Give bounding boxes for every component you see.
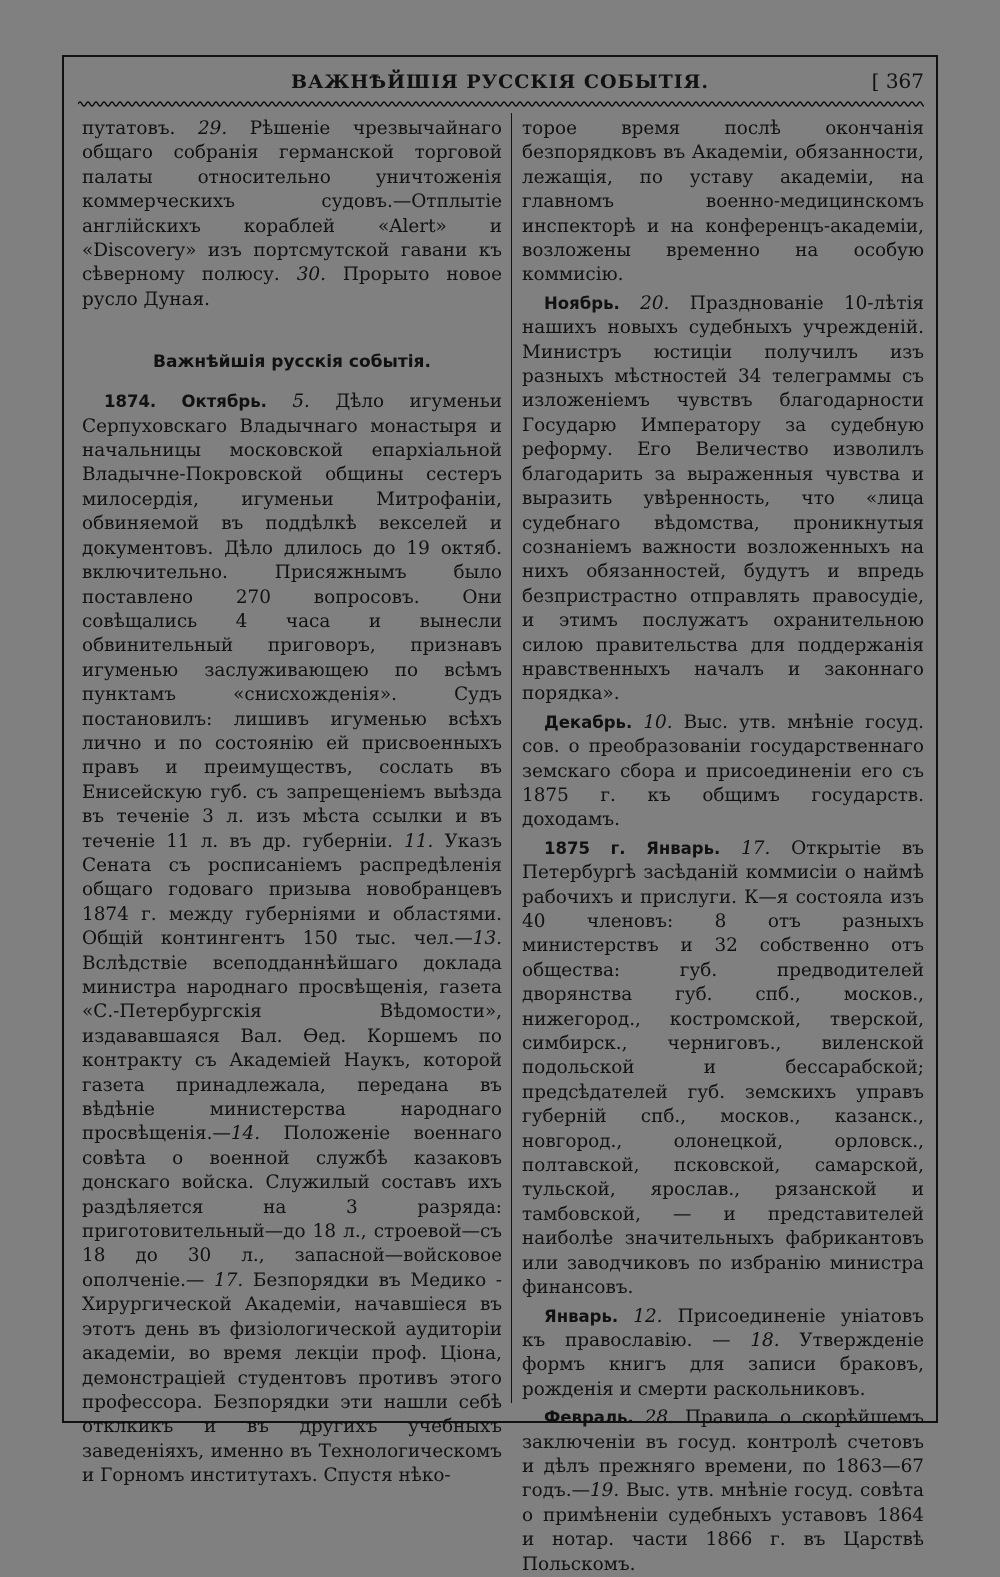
column-divider <box>511 113 512 1403</box>
text: Открытіе въ Петербургѣ засѣданій коммисіи о наймѣ рабочихъ и прислуги. К—я состояла изъ 40 членовъ: 8 отъ разныхъ министерствъ и 32 собственно отъ общества: губ. предводителей дворянства губ. спб., москов., нижегород., костромской, тверской, симбирск., черниговъ., виленской подольской и бессарабской; предсѣдателей губ. земскихъ управъ губерній спб., москов., казанск., новгород., олонецкой, орловск., полтавской, псковской, самарской, тульской, ярослав., рязанской и тамбовской, — и представителей наиболѣе значительныхъ фабрикантовъ или заводчиковъ по избранію министра финансовъ. <box>522 837 924 1299</box>
date-marker: 29. <box>197 118 228 139</box>
date-marker: 20. <box>640 292 670 314</box>
text: Присоединеніе уніатовъ къ православію. — <box>522 1305 924 1351</box>
section-title: Важнѣйшія русскія событія. <box>153 352 431 373</box>
date-marker: 17. <box>214 1269 244 1291</box>
text: Выс. утв. мнѣніе госуд. сов. о преобразованіи государственнаго земскаго сбора и присоединеніи его съ 1875 г. къ общимъ государств. доходамъ. <box>522 711 924 831</box>
running-title: ВАЖНѢЙШІЯ РУССКІЯ СОБЫТІЯ. <box>290 71 710 93</box>
date-marker: 11. <box>404 830 434 852</box>
date-marker: 28. <box>644 1407 674 1429</box>
text: Рѣшеніе чрезвычайнаго общаго собранія германской торговой палаты относительно уничтоженія коммерческихъ судовъ.—Отплытіе англійскихъ кораблей «Alert» и «Discovery» изъ портсмутской гавани къ сѣверному полюсу. <box>82 118 502 286</box>
text: Вслѣдствіе всеподданнѣйшаго доклада министра народнаго просвѣщенія, газета «С.-Петербургскія Вѣдомости», издававшаяся Вал. Ѳед. Коршемъ по контракту съ Академіей Наукъ, которой газета принадлежала, передана въ вѣдѣніе министерства народнаго просвѣщенія.— <box>82 952 502 1145</box>
entry-december <box>522 711 924 833</box>
entry-1875-january <box>522 837 924 1301</box>
right-column <box>522 117 924 1577</box>
text: путатовъ. <box>82 118 176 139</box>
text: Выс. утв. мнѣніе госуд. совѣта о примѣненіи судебныхъ уставовъ 1864 и нотар. части 1866 г. въ Царствѣ Польскомъ. <box>522 1480 924 1575</box>
entry-january <box>522 1305 924 1403</box>
date-marker: 5. <box>292 391 310 413</box>
left-column <box>82 117 502 1489</box>
paragraph-continued <box>82 117 502 312</box>
text: Положеніе военнаго совѣта о военной службѣ казаковъ донскаго войска. Служилый составъ ихъ раздѣляется на 3 разряда: приготовительный—до 18 л., строевой—съ 18 до 30 л., запасной—войсковое ополченіе.— <box>82 1123 502 1291</box>
entry-1874-october <box>82 390 502 1488</box>
paragraph-continued: торое время послѣ окончанія безпорядковъ въ Академіи, обязанности, лежащія, по уставу академіи, на главномъ военно-медицинскомъ инспекторѣ и на конференцъ-академіи, возложены временно на особую коммисію. <box>522 118 924 286</box>
text: Правила о скорѣйшемъ заключеніи въ госуд. контролѣ счетовъ и дѣлъ прежняго времени, по 1863—67 годъ.— <box>522 1407 924 1502</box>
text: Прорыто новое русло Дуная. <box>82 264 502 310</box>
entry-heading: 1875 г. Январь. <box>544 838 721 858</box>
date-marker: 19. <box>589 1480 620 1502</box>
entry-heading: Ноябрь. <box>544 293 620 313</box>
date-marker: 12. <box>633 1305 663 1327</box>
date-marker: 14. <box>230 1123 261 1145</box>
text: Дѣло игуменьи Серпуховскаго Владычнаго монастыря и начальницы московской епархіальной Владычне-Покровской общины сестеръ милосердія, игуменьи Митрофаніи, обвиняемой въ поддѣлкѣ векселей и документовъ. Дѣло длилось до 19 октяб. включительно. Присяжнымъ было поставлено 270 вопросовъ. Они совѣщались 4 часа и вынесли обвинительный приговоръ, признавъ игуменью заслуживающею по всѣмъ пунктамъ «снисхожденія». Судъ постановилъ: лишивъ игуменью всѣхъ лично и по состоянію ей присвоенныхъ правъ и преимуществъ, сослать въ Енисейскую губ. съ запрещеніемъ выѣзда въ теченіе 3 л. изъ мѣста ссылки и въ теченіе 11 л. въ др. губерніи. <box>82 391 502 852</box>
wavy-rule <box>78 99 924 109</box>
text: Безпорядки въ Медико - Хирургической Академіи, начавшіеся въ этотъ день въ физіологической аудиторіи академіи, во время лекціи проф. Ціона, демонстраціей студентовъ противъ этого профессора. Безпорядки эти нашли себѣ отклкикъ и въ другихъ учебныхъ заведеніяхъ, именно въ Технологическомъ и Горномъ институтахъ. Спустя нѣко- <box>82 1269 502 1487</box>
date-marker: 13. <box>472 928 502 950</box>
entry-february <box>522 1406 924 1577</box>
entry-november <box>522 292 924 707</box>
date-marker: 30. <box>296 264 326 286</box>
text: Утвержденіе формъ книгъ для записи браковъ, рожденія и смерти раскольниковъ. <box>522 1329 924 1400</box>
date-marker: 10. <box>643 711 673 733</box>
date-marker: 18. <box>750 1329 780 1351</box>
page-number: [ 367 <box>871 69 924 93</box>
page-frame <box>62 55 938 1575</box>
date-marker: 17. <box>741 837 771 859</box>
text: Указъ Сената съ росписаніемъ распредѣленія общаго годоваго призыва новобранцевъ 1874 г. между губерніями и областями. Общій контингентъ 150 тыс. чел.— <box>82 830 502 950</box>
entry-heading: Февраль. <box>544 1408 634 1428</box>
entry-heading: Декабрь. <box>544 712 633 732</box>
entry-heading: 1874. Октябрь. <box>104 392 267 412</box>
running-header <box>64 57 936 101</box>
entry-heading: Январь. <box>544 1306 619 1326</box>
text: Празднованіе 10-лѣтія нашихъ новыхъ судебныхъ учрежденій. Министръ юстиціи получилъ изъ разныхъ мѣстностей 34 телеграммы съ изложеніемъ чувствъ благодарности Государю Императору за судебную реформу. Его Величество изволилъ благодарить за выраженныя чувства и выразить увѣренность, что «лица судебнаго вѣдомства, проникнутыя сознаніемъ важности возложенныхъ на нихъ обязанностей, будутъ и впредь безпристрастно отправлять правосудіе, и этимъ послужатъ охранительною силою правительства для поддержанія нравственныхъ началъ и законнаго порядка». <box>522 292 924 705</box>
